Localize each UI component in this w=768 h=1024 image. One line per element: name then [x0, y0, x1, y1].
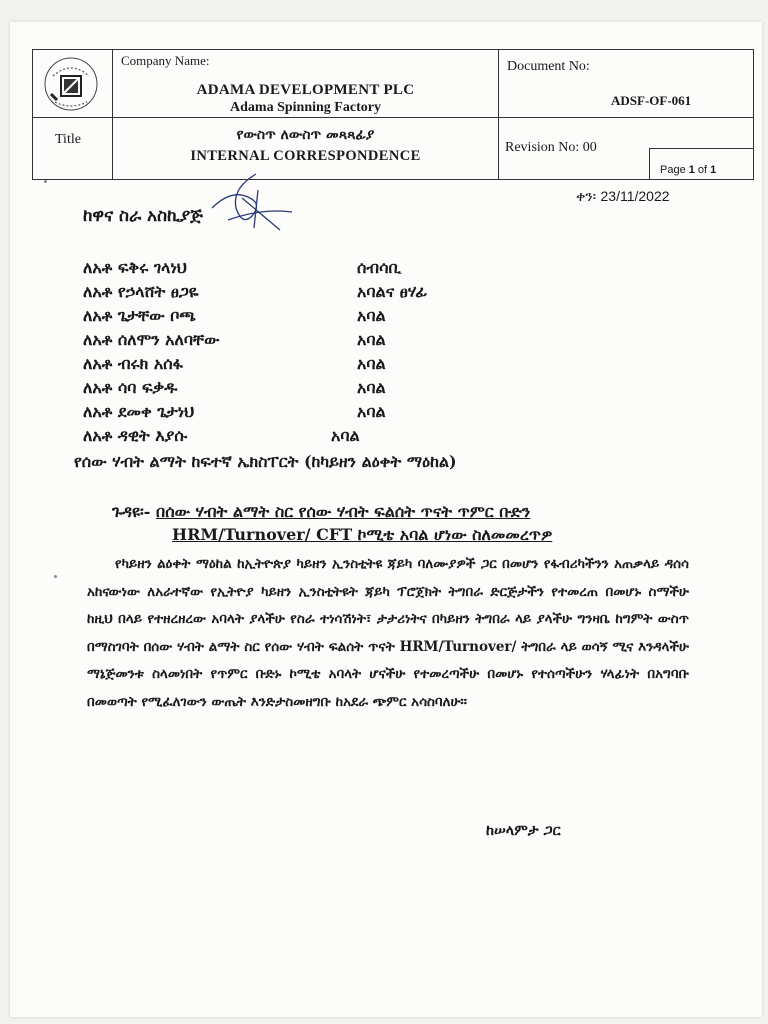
page-number-box: [649, 148, 753, 179]
document-no: ADSF-OF-061: [611, 93, 692, 108]
recipient-role: አባል: [357, 354, 386, 373]
recipient-role: አባል: [331, 426, 360, 445]
recipient-role: አባልና ፀሃፊ: [357, 282, 428, 301]
date-line: [576, 188, 670, 205]
subject-line-1: በሰው ሃብት ልማት ስር የሰው ሃብት ፍልሰት ጥናት ጥምር ቡድን: [156, 502, 531, 521]
document-no-label: Document No:: [507, 59, 590, 74]
company-label: Company Name:: [121, 53, 210, 68]
revision-cell: [499, 118, 753, 179]
recipient-name: ለአቶ ብሩክ አሰፋ: [83, 354, 183, 373]
company-logo-icon: [43, 56, 99, 112]
document-number-cell: [499, 50, 753, 118]
recipient-name: ለአቶ ሰለሞን አለባቸው: [83, 330, 220, 349]
date-value: 23/11/2022: [600, 188, 670, 204]
logo-cell: [33, 50, 113, 118]
recipient-name: ለአቶ ጌታቸው ቦጫ: [83, 306, 196, 325]
document-header-table: [32, 49, 754, 180]
recipient-name: ለአቶ ዳዊት እያሱ: [83, 426, 188, 445]
sender-line: ከዋና ስራ አስኪያጅ: [83, 206, 203, 226]
subject: [112, 500, 712, 546]
recipient-name: ለአቶ ደመቀ ጌታነህ: [83, 402, 195, 421]
recipient-role: አባል: [357, 306, 386, 325]
recipient-role: ሰብሳቢ: [357, 258, 402, 277]
scan-speck: [44, 180, 47, 183]
signature-mark: [192, 168, 302, 238]
subject-label: ጉዳዩ፡-: [112, 502, 151, 521]
title-text-cell: [113, 118, 499, 179]
recipient-role: አባል: [357, 402, 386, 421]
recipient-name: ለአቶ ሳባ ፍቃዱ: [83, 378, 178, 397]
closing-line: ከሠላምታ ጋር: [486, 822, 561, 839]
title-amharic: የውስጥ ለውስጥ መጻጻፊያ: [236, 127, 375, 143]
factory-name: Adama Spinning Factory: [230, 100, 381, 115]
body-paragraph: የካይዘን ልዕቀት ማዕከል ከኢትዮጵያ ካይዘን ኢንስቲትዩ ጃይካ ባለሙያዎች ጋር በመሆን የፋብሪካችንን አጠቃላይ ዳሰሳ አከናውነው ለአራተኛው የኢትዮያ ካይዘን ኢንስቲትዩት ጃይካ ፕሮጀክት ትግበራ ድርጅታችን የተመረጠ በመሆኑ ስማችሁ ከዚህ በላይ የተዘረዘረው አባላት ያላችሁ የስራ ተነሳሽነት፣ ታታሪነትና በካይዘን ትግበራ ላይ ያላችሁ ግንዛቤ ከግምት ውስጥ በማስገባት በሰው ሃብት ልማት ስር የሰው ሃብት ፍልሰት ጥናት HRM/Turnover/ ትግበራ ላይ ወሳኝ ሚና እንዳላችሁ ማኔጅመንቱ ስላመነበት የጥምር ቡድኑ ኮሚቴ አባላት ሆናችሁ የተመረጣችሁ በመሆኑ የተሰጣችሁን ሃላፊነት በአግባቡ በመወጣት የሚፈለገውን ውጤት እንድታስመዘግቡ ከአደራ ጭምር አሳስባለሁ፡፡: [87, 556, 689, 710]
revision-number: Revision No: 00: [505, 140, 597, 155]
recipient-name: ለአቶ ፍቅሩ ገላነህ: [83, 258, 187, 277]
company-cell: [113, 50, 499, 118]
department-line: የሰው ሃብት ልማት ከፍተኛ ኤክስፐርት (ከካይዘን ልዕቀት ማዕከል): [74, 452, 457, 471]
page-number: Page 1 of 1: [660, 164, 717, 176]
subject-line-2: HRM/Turnover/ CFT ኮሚቴ አባል ሆነው ስለመመረጥዎ: [172, 525, 553, 544]
scan-speck: [54, 575, 57, 578]
date-label: ቀን፡: [576, 189, 597, 205]
title-english: INTERNAL CORRESPONDENCE: [190, 148, 421, 164]
recipient-role: አባል: [357, 378, 386, 397]
company-name: ADAMA DEVELOPMENT PLC: [196, 82, 415, 98]
recipient-role: አባል: [357, 330, 386, 349]
title-label: Title: [55, 132, 81, 147]
recipient-name: ለአቶ የኃላሸት ፀጋዬ: [83, 282, 199, 301]
title-label-cell: [33, 118, 113, 179]
